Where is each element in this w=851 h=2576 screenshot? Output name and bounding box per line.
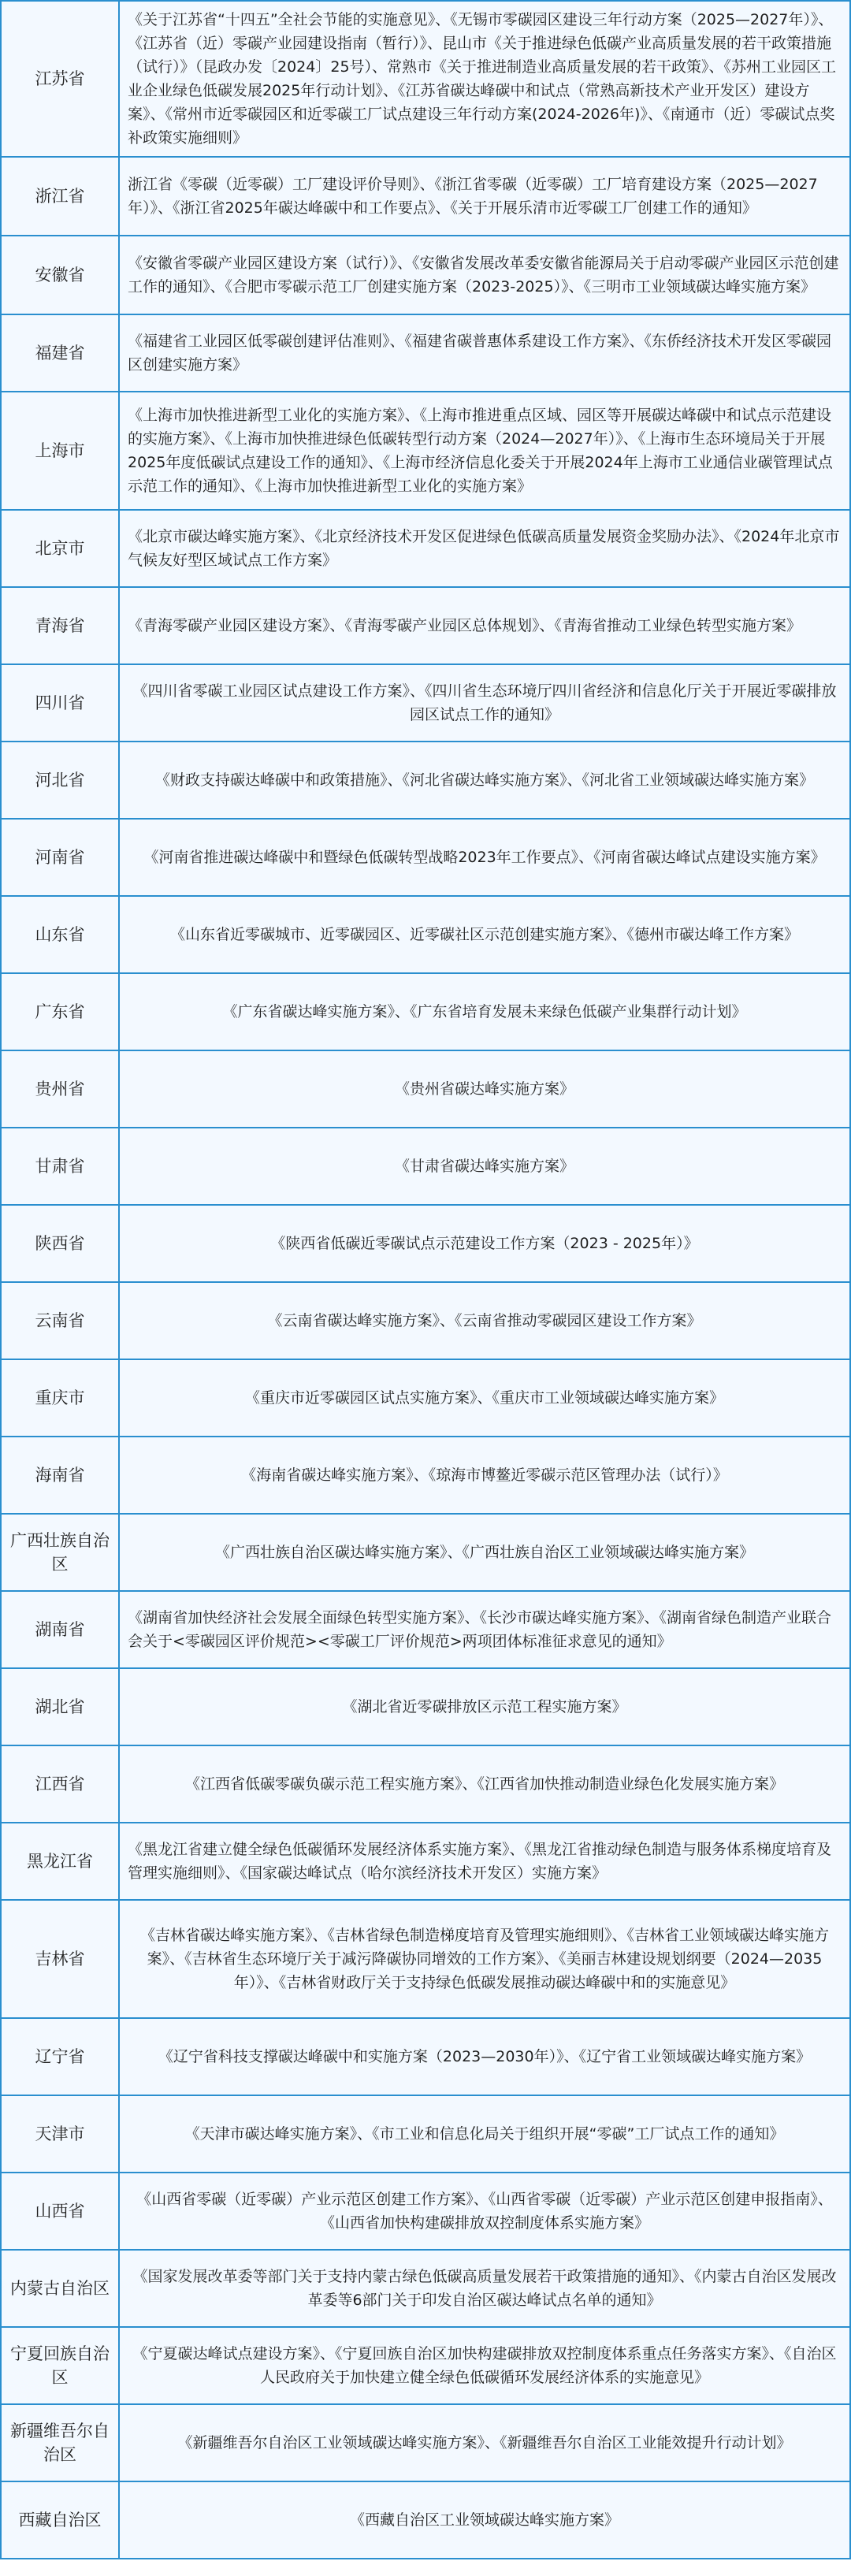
region-cell: 天津市 bbox=[1, 2095, 119, 2173]
region-cell: 上海市 bbox=[1, 392, 119, 510]
policies-cell: 《青海零碳产业园区建设方案》、《青海零碳产业园区总体规划》、《青海省推动工业绿色转型实施方案》 bbox=[119, 587, 850, 664]
region-cell: 河北省 bbox=[1, 742, 119, 819]
region-cell: 青海省 bbox=[1, 587, 119, 664]
table-row bbox=[1, 510, 850, 587]
table-row bbox=[1, 1437, 850, 1514]
policies-cell: 《北京市碳达峰实施方案》、《北京经济技术开发区促进绿色低碳高质量发展资金奖励办法》、《2024年北京市气候友好型区域试点工作方案》 bbox=[119, 510, 850, 587]
policies-cell: 《宁夏碳达峰试点建设方案》、《宁夏回族自治区加快构建碳排放双控制度体系重点任务落实方案》、《自治区人民政府关于加快建立健全绿色低碳循环发展经济体系的实施意见》 bbox=[119, 2327, 850, 2404]
policies-cell: 《国家发展改革委等部门关于支持内蒙古绿色低碳高质量发展若干政策措施的通知》、《内蒙古自治区发展改革委等6部门关于印发自治区碳达峰试点名单的通知》 bbox=[119, 2250, 850, 2327]
region-cell: 黑龙江省 bbox=[1, 1823, 119, 1900]
table-row bbox=[1, 973, 850, 1050]
table-row bbox=[1, 742, 850, 819]
policies-cell: 《黑龙江省建立健全绿色低碳循环发展经济体系实施方案》、《黑龙江省推动绿色制造与服务体系梯度培育及管理实施细则》、《国家碳达峰试点（哈尔滨经济技术开发区）实施方案》 bbox=[119, 1823, 850, 1900]
policies-cell: 《山东省近零碳城市、近零碳园区、近零碳社区示范创建实施方案》、《德州市碳达峰工作方案》 bbox=[119, 896, 850, 973]
table-row bbox=[1, 236, 850, 314]
policies-cell: 《福建省工业园区低零碳创建评估准则》、《福建省碳普惠体系建设工作方案》、《东侨经济技术开发区零碳园区创建实施方案》 bbox=[119, 314, 850, 392]
region-cell: 山东省 bbox=[1, 896, 119, 973]
policies-cell: 《西藏自治区工业领域碳达峰实施方案》 bbox=[119, 2481, 850, 2559]
policies-cell: 《云南省碳达峰实施方案》、《云南省推动零碳园区建设工作方案》 bbox=[119, 1282, 850, 1359]
table-row bbox=[1, 2095, 850, 2173]
policies-cell: 《甘肃省碳达峰实施方案》 bbox=[119, 1128, 850, 1205]
region-cell: 河南省 bbox=[1, 819, 119, 896]
table-row bbox=[1, 2018, 850, 2095]
policies-cell: 《天津市碳达峰实施方案》、《市工业和信息化局关于组织开展“零碳”工厂试点工作的通知》 bbox=[119, 2095, 850, 2173]
table-row bbox=[1, 1359, 850, 1437]
policies-cell: 《四川省零碳工业园区试点建设工作方案》、《四川省生态环境厅四川省经济和信息化厅关于开展近零碳排放园区试点工作的通知》 bbox=[119, 664, 850, 742]
table-row bbox=[1, 664, 850, 742]
policies-cell: 《辽宁省科技支撑碳达峰碳中和实施方案（2023—2030年）》、《辽宁省工业领域碳达峰实施方案》 bbox=[119, 2018, 850, 2095]
policies-cell: 《广东省碳达峰实施方案》、《广东省培育发展未来绿色低碳产业集群行动计划》 bbox=[119, 973, 850, 1050]
policies-cell: 《江西省低碳零碳负碳示范工程实施方案》、《江西省加快推动制造业绿色化发展实施方案》 bbox=[119, 1745, 850, 1823]
policies-cell: 《广西壮族自治区碳达峰实施方案》、《广西壮族自治区工业领域碳达峰实施方案》 bbox=[119, 1514, 850, 1591]
region-cell: 广东省 bbox=[1, 973, 119, 1050]
region-cell: 江西省 bbox=[1, 1745, 119, 1823]
table-row bbox=[1, 1282, 850, 1359]
region-cell: 北京市 bbox=[1, 510, 119, 587]
policies-cell: 《湖北省近零碳排放区示范工程实施方案》 bbox=[119, 1668, 850, 1745]
region-cell: 宁夏回族自治区 bbox=[1, 2327, 119, 2404]
table-row bbox=[1, 2173, 850, 2250]
table-row bbox=[1, 2404, 850, 2481]
region-cell: 新疆维吾尔自治区 bbox=[1, 2404, 119, 2481]
table-row bbox=[1, 157, 850, 236]
policies-cell: 《海南省碳达峰实施方案》、《琼海市博鳌近零碳示范区管理办法（试行）》 bbox=[119, 1437, 850, 1514]
policies-cell: 《吉林省碳达峰实施方案》、《吉林省绿色制造梯度培育及管理实施细则》、《吉林省工业领域碳达峰实施方案》、《吉林省生态环境厅关于减污降碳协同增效的工作方案》、《美丽吉林建设规划纲要（2024—2035年）》、《吉林省财政厅关于支持绿色低碳发展推动碳达峰碳中和的实施意见》 bbox=[119, 1900, 850, 2018]
region-cell: 湖北省 bbox=[1, 1668, 119, 1745]
region-cell: 西藏自治区 bbox=[1, 2481, 119, 2559]
table-row bbox=[1, 2481, 850, 2559]
table-row bbox=[1, 1128, 850, 1205]
table-row bbox=[1, 2250, 850, 2327]
region-cell: 甘肃省 bbox=[1, 1128, 119, 1205]
table-row bbox=[1, 1745, 850, 1823]
policies-cell: 《山西省零碳（近零碳）产业示范区创建工作方案》、《山西省零碳（近零碳）产业示范区创建申报指南》、《山西省加快构建碳排放双控制度体系实施方案》 bbox=[119, 2173, 850, 2250]
policies-cell: 《新疆维吾尔自治区工业领域碳达峰实施方案》、《新疆维吾尔自治区工业能效提升行动计划》 bbox=[119, 2404, 850, 2481]
table-row bbox=[1, 1050, 850, 1128]
table-row bbox=[1, 2327, 850, 2404]
table-row bbox=[1, 1205, 850, 1282]
region-cell: 四川省 bbox=[1, 664, 119, 742]
policies-cell: 《贵州省碳达峰实施方案》 bbox=[119, 1050, 850, 1128]
region-cell: 浙江省 bbox=[1, 157, 119, 236]
table-row bbox=[1, 1591, 850, 1668]
region-cell: 吉林省 bbox=[1, 1900, 119, 2018]
region-cell: 贵州省 bbox=[1, 1050, 119, 1128]
region-cell: 广西壮族自治区 bbox=[1, 1514, 119, 1591]
table-row bbox=[1, 1823, 850, 1900]
region-cell: 江苏省 bbox=[1, 1, 119, 157]
policies-cell: 《财政支持碳达峰碳中和政策措施》、《河北省碳达峰实施方案》、《河北省工业领域碳达峰实施方案》 bbox=[119, 742, 850, 819]
region-cell: 山西省 bbox=[1, 2173, 119, 2250]
policies-cell: 《上海市加快推进新型工业化的实施方案》、《上海市推进重点区域、园区等开展碳达峰碳中和试点示范建设的实施方案》、《上海市加快推进绿色低碳转型行动方案（2024—2027年）》、《上海市生态环境局关于开展2025年度低碳试点建设工作的通知》、《上海市经济信息化委关于开展2024年上海市工业通信业碳管理试点示范工作的通知》、《上海市加快推进新型工业化的实施方案》 bbox=[119, 392, 850, 510]
region-cell: 云南省 bbox=[1, 1282, 119, 1359]
policies-cell: 《关于江苏省“十四五”全社会节能的实施意见》、《无锡市零碳园区建设三年行动方案（2025—2027年）》、《江苏省（近）零碳产业园建设指南（暂行）》、昆山市《关于推进绿色低碳产业高质量发展的若干政策措施（试行）》（昆政办发〔2024〕25号）、常熟市《关于推进制造业高质量发展的若干政策》、《苏州工业园区工业企业绿色低碳发展2025年行动计划》、《江苏省碳达峰碳中和试点（常熟高新技术产业开发区）建设方案》、《常州市近零碳园区和近零碳工厂试点建设三年行动方案(2024-2026年)》、《南通市（近）零碳试点奖补政策实施细则》 bbox=[119, 1, 850, 157]
region-cell: 湖南省 bbox=[1, 1591, 119, 1668]
table-row bbox=[1, 1668, 850, 1745]
policies-cell: 《陕西省低碳近零碳试点示范建设工作方案（2023 - 2025年）》 bbox=[119, 1205, 850, 1282]
region-cell: 福建省 bbox=[1, 314, 119, 392]
table-row bbox=[1, 587, 850, 664]
policies-cell: 《河南省推进碳达峰碳中和暨绿色低碳转型战略2023年工作要点》、《河南省碳达峰试点建设实施方案》 bbox=[119, 819, 850, 896]
policies-cell: 浙江省《零碳（近零碳）工厂建设评价导则》、《浙江省零碳（近零碳）工厂培育建设方案（2025—2027年）》、《浙江省2025年碳达峰碳中和工作要点》、《关于开展乐清市近零碳工厂创建工作的通知》 bbox=[119, 157, 850, 236]
table-row bbox=[1, 896, 850, 973]
policy-table-body bbox=[1, 1, 850, 2559]
table-row bbox=[1, 1900, 850, 2018]
policies-cell: 《湖南省加快经济社会发展全面绿色转型实施方案》、《长沙市碳达峰实施方案》、《湖南省绿色制造产业联合会关于<零碳园区评价规范><零碳工厂评价规范>两项团体标准征求意见的通知》 bbox=[119, 1591, 850, 1668]
table-row bbox=[1, 392, 850, 510]
region-cell: 陕西省 bbox=[1, 1205, 119, 1282]
region-cell: 安徽省 bbox=[1, 236, 119, 314]
policies-cell: 《重庆市近零碳园区试点实施方案》、《重庆市工业领域碳达峰实施方案》 bbox=[119, 1359, 850, 1437]
table-row bbox=[1, 819, 850, 896]
region-cell: 辽宁省 bbox=[1, 2018, 119, 2095]
policies-cell: 《安徽省零碳产业园区建设方案（试行）》、《安徽省发展改革委安徽省能源局关于启动零碳产业园区示范创建工作的通知》、《合肥市零碳示范工厂创建实施方案（2023-2025）》、《三明市工业领域碳达峰实施方案》 bbox=[119, 236, 850, 314]
table-row bbox=[1, 1, 850, 157]
region-cell: 内蒙古自治区 bbox=[1, 2250, 119, 2327]
region-cell: 重庆市 bbox=[1, 1359, 119, 1437]
table-row bbox=[1, 314, 850, 392]
region-cell: 海南省 bbox=[1, 1437, 119, 1514]
table-row bbox=[1, 1514, 850, 1591]
